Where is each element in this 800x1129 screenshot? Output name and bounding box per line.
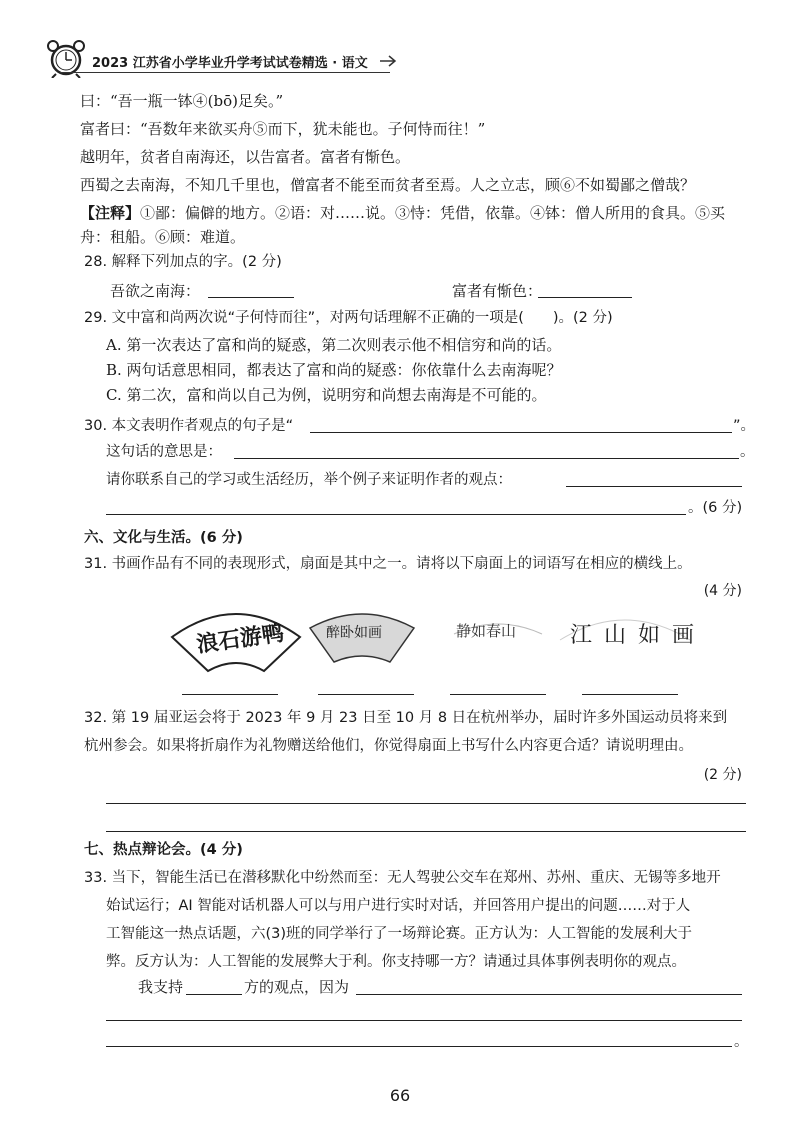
fan-3-answer-line[interactable]: [450, 694, 546, 695]
passage-line-1: 曰：“吾一瓶一钵④(bō)足矣。”: [80, 92, 284, 110]
passage-line-3: 越明年，贫者自南海还，以告富者。富者有惭色。: [80, 148, 411, 166]
q33-support-label: 我支持: [138, 978, 184, 996]
q32-answer-line-2[interactable]: [106, 831, 746, 832]
q31-stem: 31. 书画作品有不同的表现形式，扇面是其中之一。请将以下扇面上的词语写在相应的横线上。: [84, 556, 692, 572]
q33-support-reason-label: 方的观点，因为: [244, 978, 350, 996]
fan-3-text: 静如春山: [456, 622, 517, 640]
q28-stem: 28. 解释下列加点的字。(2 分): [84, 254, 282, 270]
q30-end: 。(6 分): [688, 500, 743, 516]
q31-points: (4 分): [703, 583, 742, 599]
q30-example-line-2[interactable]: [106, 514, 686, 515]
q29-stem: 29. 文中富和尚两次说“子何恃而往”，对两句话理解不正确的一项是( )。(2 分): [84, 310, 613, 326]
passage-line-4: 西蜀之去南海，不知几千里也，僧富者不能至而贫者至焉。人之立志，顾⑥不如蜀鄙之僧哉？: [80, 176, 696, 194]
notes-label: 【注释】: [80, 204, 141, 222]
q29-option-a[interactable]: A. 第一次表达了富和尚的疑惑，第二次则表示他不相信穷和尚的话。: [106, 336, 562, 354]
q33-reason-line-2[interactable]: [106, 1020, 742, 1021]
q30-close-quote: ”。: [733, 418, 756, 434]
fan-2-text: 醉卧如画: [326, 625, 382, 641]
q32-points: (2 分): [703, 767, 742, 783]
q30-meaning-label: 这句话的意思是：: [106, 444, 222, 460]
q28-a-answer-line[interactable]: [208, 297, 294, 298]
q33-line-1: 33. 当下，智能生活已在潜移默化中纷然而至：无人驾驶公交车在郑州、苏州、重庆、无锡等多地开: [84, 870, 721, 886]
q33-line-3: 工智能这一热点话题，六(3)班的同学举行了一场辩论赛。正方认为：人工智能的发展利大于: [106, 926, 693, 942]
q33-reason-line-3[interactable]: [106, 1046, 732, 1047]
fan-4-answer-line[interactable]: [582, 694, 678, 695]
q32-stem-2: 杭州参会。如果将折扇作为礼物赠送给他们，你觉得扇面上书写什么内容更合适？请说明理由。: [84, 738, 693, 754]
q29-option-c[interactable]: C. 第二次，富和尚以自己为例，说明穷和尚想去南海是不可能的。: [106, 386, 547, 404]
q33-reason-line-1[interactable]: [356, 994, 742, 995]
q28-a-label: 吾欲之南海：: [110, 282, 201, 300]
q30-meaning-period: 。: [740, 444, 755, 460]
page-number: 66: [389, 1086, 411, 1105]
fan-2-answer-line[interactable]: [318, 694, 414, 695]
notes-line-2: 舟：租船。⑥顾：难道。: [80, 228, 246, 246]
q29-option-b[interactable]: B. 两句话意思相同，都表达了富和尚的疑惑：你依靠什么去南海呢？: [106, 361, 562, 379]
section-6-title: 六、文化与生活。(6 分): [84, 530, 243, 546]
q32-answer-line-1[interactable]: [106, 803, 746, 804]
passage-line-2: 富者曰：“吾数年来欲买舟⑤而下，犹未能也。子何恃而往！”: [80, 120, 486, 138]
q33-line-4: 弊。反方认为：人工智能的发展弊大于利。你支持哪一方？请通过具体事例表明你的观点。: [106, 954, 686, 970]
q30-meaning-line[interactable]: [234, 458, 739, 459]
q28-b-answer-line[interactable]: [538, 297, 632, 298]
q33-line-2: 始试运行；AI 智能对话机器人可以与用户进行实时对话，并回答用户提出的问题……对于人: [106, 898, 691, 914]
q28-b-label: 富者有惭色：: [452, 282, 543, 300]
header-title: 2023 江苏省小学毕业升学考试试卷精选 · 语文: [92, 56, 368, 71]
section-7-title: 七、热点辩论会。(4 分): [84, 842, 243, 858]
q30-stem: 30. 本文表明作者观点的句子是“: [84, 418, 294, 434]
notes-line-1: [80, 202, 725, 223]
q32-stem-1: 32. 第 19 届亚运会将于 2023 年 9 月 23 日至 10 月 8 日在杭州举办，届时许多外国运动员将来到: [84, 710, 728, 726]
header-rule: [60, 72, 390, 73]
q33-end: 。: [734, 1034, 749, 1050]
q30-example-line-1[interactable]: [566, 486, 742, 487]
q30-example-label: 请你联系自己的学习或生活经历，举个例子来证明作者的观点：: [106, 472, 512, 488]
notes-text-1: ①鄙：偏僻的地方。②语：对……说。③恃：凭借，依靠。④钵：僧人所用的食具。⑤买: [140, 204, 726, 222]
fan-1-text: 浪石游鸭: [194, 619, 286, 658]
fan-4-text: 江山如画: [570, 623, 707, 648]
q33-side-answer-line[interactable]: [186, 994, 242, 995]
header-arrow-icon: [378, 54, 400, 68]
q30-sentence-line[interactable]: [310, 432, 732, 433]
fan-1-answer-line[interactable]: [182, 694, 278, 695]
